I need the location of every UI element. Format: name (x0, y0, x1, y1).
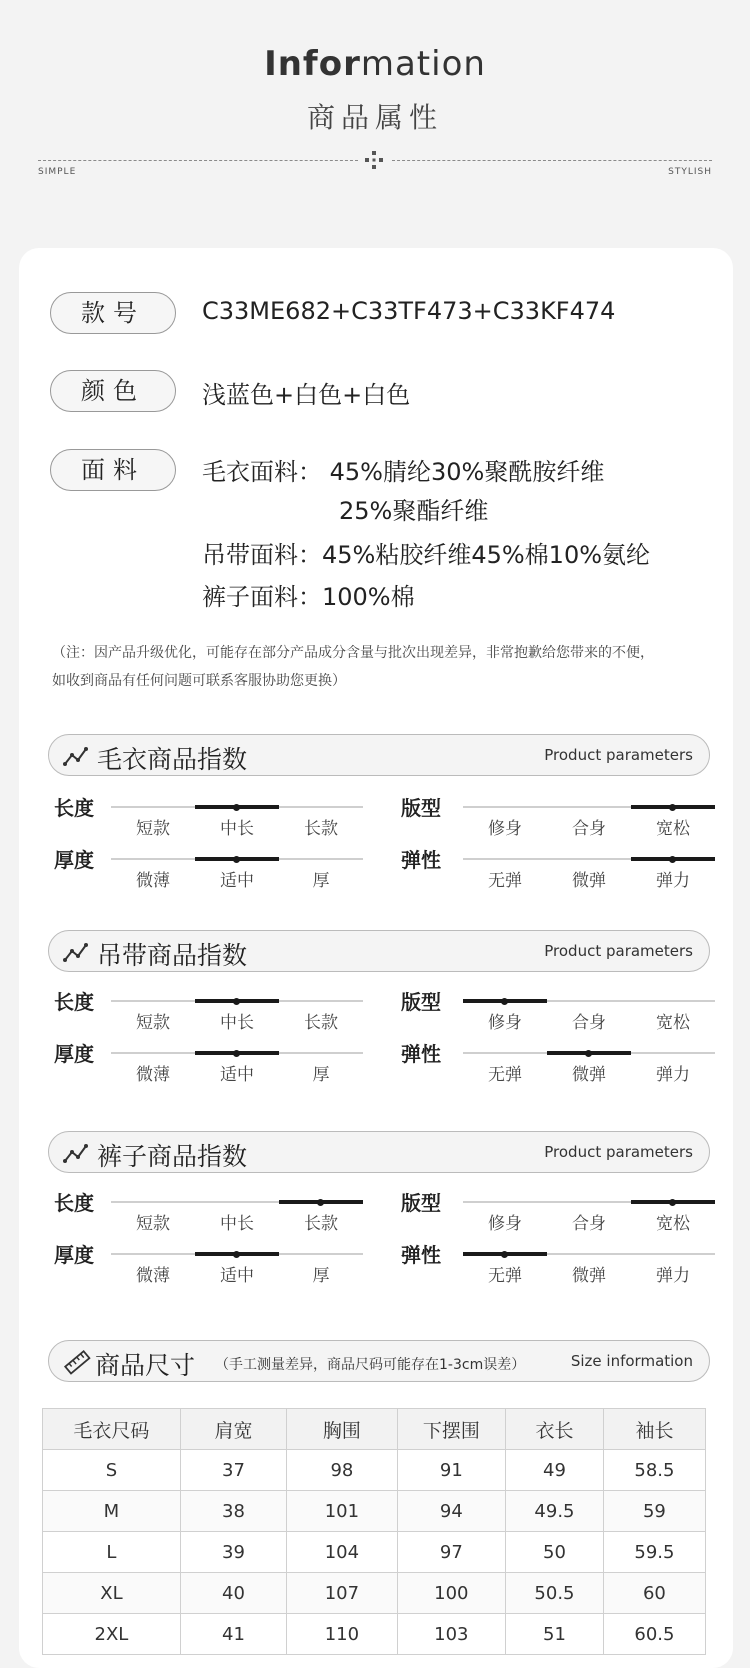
size-table-row (43, 1532, 706, 1573)
param-scale (111, 1052, 363, 1086)
scale-option: 微薄 (136, 1266, 170, 1286)
size-table-row (43, 1573, 706, 1614)
scale-marker (233, 804, 240, 811)
size-header-cell: 胸围 (287, 1409, 398, 1450)
scale-option: 厚 (312, 1266, 330, 1286)
size-table-row (43, 1614, 706, 1655)
param-scale (111, 858, 363, 892)
size-cell: 60.5 (603, 1614, 705, 1655)
header-title (0, 44, 750, 84)
scale-option: 合身 (572, 1013, 606, 1033)
scale-option: 宽松 (656, 1214, 690, 1234)
scale-option: 长款 (304, 819, 338, 839)
scale-option: 合身 (572, 819, 606, 839)
param-label: 弹性 (401, 1243, 441, 1267)
scale-option: 长款 (304, 1013, 338, 1033)
size-cell: 100 (397, 1573, 505, 1614)
size-cell: 50.5 (506, 1573, 604, 1614)
size-cell: 39 (180, 1532, 286, 1573)
param-label: 长度 (54, 796, 94, 820)
param-scale (111, 1201, 363, 1235)
scale-option: 长款 (304, 1214, 338, 1234)
scale-option: 修身 (488, 819, 522, 839)
label-color: 颜色 (50, 370, 176, 412)
param-scale (111, 1000, 363, 1034)
param-label: 版型 (401, 990, 441, 1014)
trend-line-icon (63, 745, 89, 767)
scale-option: 适中 (220, 1065, 254, 1085)
scale-option: 短款 (136, 1214, 170, 1234)
value-fabric-line-1: 毛衣面料： 45%腈纶30%聚酰胺纤维 (202, 458, 605, 486)
size-title: 商品尺寸 (95, 1351, 196, 1380)
scale-marker (233, 1050, 240, 1057)
size-cell: 104 (287, 1532, 398, 1573)
scale-option: 中长 (220, 1013, 254, 1033)
size-cell: 50 (506, 1532, 604, 1573)
param-scale (463, 1201, 715, 1235)
scale-option: 适中 (220, 1266, 254, 1286)
note-line-2: 如收到商品有任何问题可联系客服协助您更换） (52, 673, 346, 689)
size-cell: 110 (287, 1614, 398, 1655)
scale-option: 弹力 (656, 1266, 690, 1286)
size-table-header (43, 1409, 706, 1450)
scale-marker (669, 856, 676, 863)
scale-option: 微弹 (572, 871, 606, 891)
size-subtitle: Size information (570, 1352, 693, 1370)
size-cell: 41 (180, 1614, 286, 1655)
size-cell: XL (43, 1573, 181, 1614)
size-cell: 37 (180, 1450, 286, 1491)
scale-marker (317, 1199, 324, 1206)
size-cell: 49.5 (506, 1491, 604, 1532)
scale-marker (669, 804, 676, 811)
param-scale (463, 806, 715, 840)
label-style-no: 款号 (50, 292, 176, 334)
section-banner-sweater (48, 734, 710, 776)
trend-line-icon (63, 941, 89, 963)
param-scale (463, 1052, 715, 1086)
cross-ornament-icon (364, 150, 384, 170)
header-title-bold: Infor (264, 44, 361, 84)
param-scale (111, 806, 363, 840)
header-divider-left (38, 160, 358, 161)
scale-option: 厚 (312, 1065, 330, 1085)
scale-option: 微薄 (136, 871, 170, 891)
size-cell: 51 (506, 1614, 604, 1655)
header (0, 0, 750, 240)
size-header-cell: 袖长 (603, 1409, 705, 1450)
trend-line-icon (63, 1142, 89, 1164)
size-cell: M (43, 1491, 181, 1532)
param-label: 厚度 (54, 848, 94, 872)
size-cell: 103 (397, 1614, 505, 1655)
scale-marker (233, 1251, 240, 1258)
size-header-cell: 肩宽 (180, 1409, 286, 1450)
param-scale (463, 1000, 715, 1034)
size-cell: L (43, 1532, 181, 1573)
param-label: 厚度 (54, 1243, 94, 1267)
size-cell: 59.5 (603, 1532, 705, 1573)
section-banner-pants (48, 1131, 710, 1173)
scale-option: 微薄 (136, 1065, 170, 1085)
size-cell: 94 (397, 1491, 505, 1532)
size-table-row (43, 1491, 706, 1532)
section-subtitle: Product parameters (544, 942, 693, 960)
size-header-cell: 衣长 (506, 1409, 604, 1450)
value-fabric-line-3: 吊带面料：45%粘胶纤维45%棉10%氨纶 (202, 541, 651, 569)
scale-marker (233, 998, 240, 1005)
size-cell: 98 (287, 1450, 398, 1491)
size-note: （手工测量差异，商品尺码可能存在1-3cm误差） (215, 1357, 526, 1373)
size-cell: 97 (397, 1532, 505, 1573)
param-label: 厚度 (54, 1042, 94, 1066)
size-cell: 59 (603, 1491, 705, 1532)
section-banner-size (48, 1340, 710, 1382)
size-table-row (43, 1450, 706, 1491)
size-cell: 107 (287, 1573, 398, 1614)
ruler-icon (63, 1349, 91, 1375)
size-header-cell: 下摆围 (397, 1409, 505, 1450)
value-color: 浅蓝色+白色+白色 (202, 381, 411, 409)
size-header-cell: 毛衣尺码 (43, 1409, 181, 1450)
note-line-1: （注：因产品升级优化，可能存在部分产品成分含量与批次出现差异，非常抱歉给您带来的不便， (52, 645, 654, 661)
size-cell: 91 (397, 1450, 505, 1491)
scale-marker (501, 998, 508, 1005)
section-title: 吊带商品指数 (97, 941, 248, 970)
scale-option: 短款 (136, 819, 170, 839)
scale-marker (669, 1199, 676, 1206)
size-cell: S (43, 1450, 181, 1491)
scale-option: 合身 (572, 1214, 606, 1234)
section-subtitle: Product parameters (544, 746, 693, 764)
param-scale (463, 858, 715, 892)
scale-option: 中长 (220, 819, 254, 839)
section-banner-camisole (48, 930, 710, 972)
scale-option: 修身 (488, 1214, 522, 1234)
scale-marker (585, 1050, 592, 1057)
size-cell: 40 (180, 1573, 286, 1614)
scale-option: 无弹 (488, 871, 522, 891)
section-subtitle: Product parameters (544, 1143, 693, 1161)
scale-option: 弹力 (656, 871, 690, 891)
size-cell: 58.5 (603, 1450, 705, 1491)
size-cell: 60 (603, 1573, 705, 1614)
header-title-light: mation (360, 44, 486, 84)
scale-option: 修身 (488, 1013, 522, 1033)
header-subtitle: 商品属性 (306, 101, 443, 134)
param-label: 弹性 (401, 1042, 441, 1066)
label-fabric: 面料 (50, 449, 176, 491)
value-fabric-line-4: 裤子面料：100%棉 (202, 583, 415, 611)
param-scale (111, 1253, 363, 1287)
value-fabric-line-2: 25%聚酯纤维 (339, 497, 489, 525)
scale-option: 中长 (220, 1214, 254, 1234)
scale-option: 弹力 (656, 1065, 690, 1085)
scale-marker (233, 856, 240, 863)
scale-option: 短款 (136, 1013, 170, 1033)
size-cell: 101 (287, 1491, 398, 1532)
scale-option: 无弹 (488, 1065, 522, 1085)
param-scale (463, 1253, 715, 1287)
param-label: 弹性 (401, 848, 441, 872)
section-title: 毛衣商品指数 (97, 745, 248, 774)
header-tag-left: SIMPLE (38, 167, 77, 177)
param-label: 版型 (401, 1191, 441, 1215)
scale-marker (501, 1251, 508, 1258)
size-table (42, 1408, 706, 1655)
param-label: 版型 (401, 796, 441, 820)
scale-option: 无弹 (488, 1266, 522, 1286)
size-cell: 38 (180, 1491, 286, 1532)
header-tag-right: STYLISH (668, 167, 712, 177)
scale-option: 适中 (220, 871, 254, 891)
param-label: 长度 (54, 990, 94, 1014)
scale-option: 宽松 (656, 1013, 690, 1033)
size-cell: 2XL (43, 1614, 181, 1655)
value-style-no: C33ME682+C33TF473+C33KF474 (202, 297, 616, 325)
section-title: 裤子商品指数 (97, 1142, 248, 1171)
size-cell: 49 (506, 1450, 604, 1491)
scale-option: 宽松 (656, 819, 690, 839)
scale-option: 微弹 (572, 1266, 606, 1286)
header-divider-right (392, 160, 712, 161)
scale-option: 微弹 (572, 1065, 606, 1085)
param-label: 长度 (54, 1191, 94, 1215)
scale-option: 厚 (312, 871, 330, 891)
